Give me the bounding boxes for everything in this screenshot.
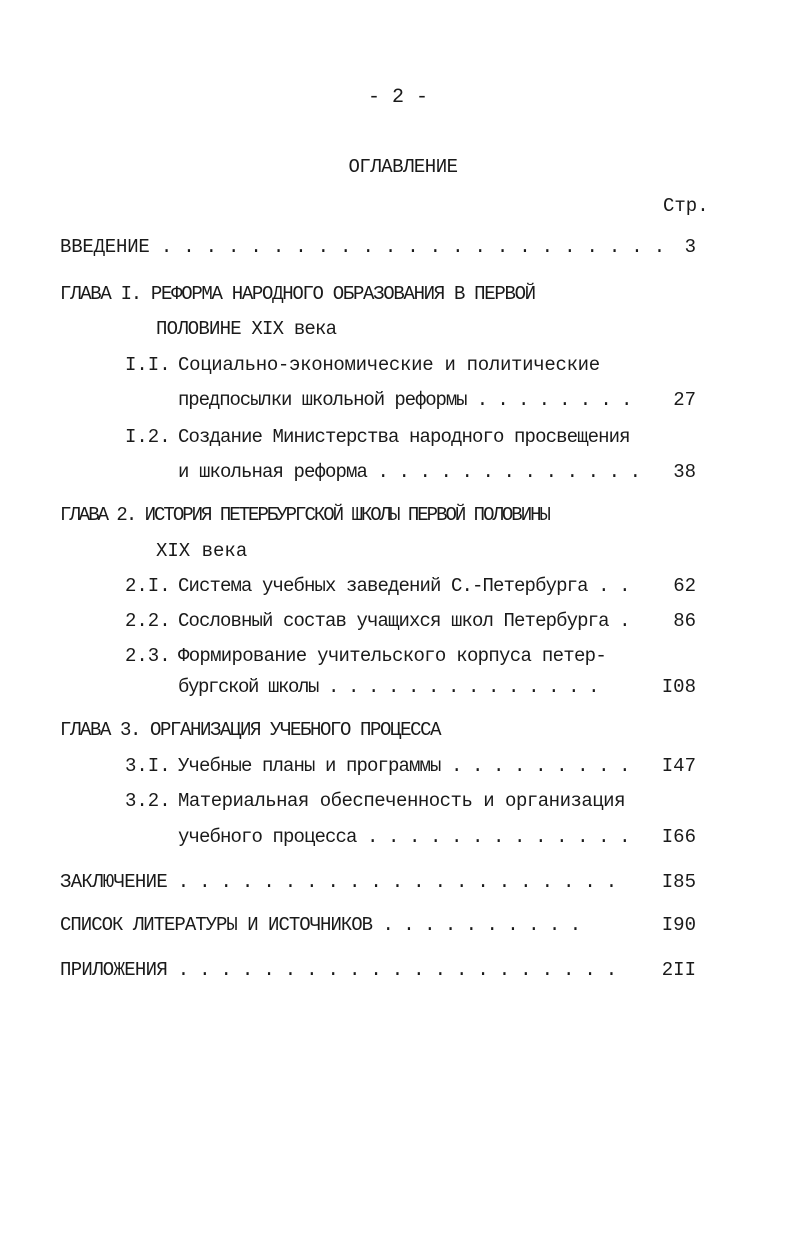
- section-title-line2: и школьная реформа . . . . . . . . . . . . .: [178, 461, 641, 483]
- chapter-title-line1: ГЛАВА 2. ИСТОРИЯ ПЕТЕРБУРГСКОЙ ШКОЛЫ ПЕРВОЙ ПОЛОВИНЫ: [60, 504, 549, 526]
- section-title-line1: Создание Министерства народного просвещения: [178, 426, 630, 448]
- entry-page: I90: [661, 914, 696, 936]
- toc-title: ОГЛАВЛЕНИЕ: [348, 156, 458, 178]
- page-column-label: Стр.: [663, 195, 709, 217]
- section-number: 3.I.: [125, 755, 171, 777]
- section-title-line2: учебного процесса . . . . . . . . . . . . .: [178, 826, 630, 848]
- entry-text: ЗАКЛЮЧЕНИЕ . . . . . . . . . . . . . . . . . . . . .: [60, 871, 617, 893]
- entry-page: 38: [673, 461, 696, 483]
- entry-page: I08: [661, 676, 696, 698]
- entry-text: ПРИЛОЖЕНИЯ . . . . . . . . . . . . . . . . . . . . .: [60, 959, 617, 981]
- entry-page: I66: [661, 826, 696, 848]
- section-number: 2.2.: [125, 610, 171, 632]
- entry-page: 86: [673, 610, 696, 632]
- entry-text: ВВЕДЕНИЕ . . . . . . . . . . . . . . . . . . . . . . .: [60, 236, 665, 258]
- entry-page: 3: [684, 236, 696, 258]
- section-title-line1: Сословный состав учащихся школ Петербурга .: [178, 610, 630, 632]
- chapter-title-line2: XIX века: [156, 540, 248, 562]
- entry-page: 27: [673, 389, 696, 411]
- section-title-line2: бургской школы . . . . . . . . . . . . . .: [178, 676, 599, 698]
- chapter-title-line1: ГЛАВА 3. ОРГАНИЗАЦИЯ УЧЕБНОГО ПРОЦЕССА: [60, 719, 441, 741]
- section-title-line1: Учебные планы и программы . . . . . . . . .: [178, 755, 630, 777]
- section-title-line1: Материальная обеспеченность и организация: [178, 790, 625, 812]
- section-number: I.I.: [125, 354, 171, 376]
- section-number: 3.2.: [125, 790, 171, 812]
- entry-page: 62: [673, 575, 696, 597]
- section-number: 2.I.: [125, 575, 171, 597]
- section-title-line2: предпосылки школьной реформы . . . . . . . .: [178, 389, 632, 411]
- entry-page: I85: [661, 871, 696, 893]
- section-number: I.2.: [125, 426, 171, 448]
- section-number: 2.3.: [125, 645, 171, 667]
- entry-text: СПИСОК ЛИТЕРАТУРЫ И ИСТОЧНИКОВ . . . . . . . . . .: [60, 914, 581, 936]
- section-title-line1: Социально-экономические и политические: [178, 354, 600, 376]
- section-title-line1: Система учебных заведений С.-Петербурга . .: [178, 575, 630, 597]
- entry-page: 2II: [661, 959, 696, 981]
- chapter-title-line2: ПОЛОВИНЕ XIX века: [156, 318, 337, 340]
- chapter-title-line1: ГЛАВА I. РЕФОРМА НАРОДНОГО ОБРАЗОВАНИЯ В ПЕРВОЙ: [60, 283, 535, 305]
- page-number: - 2 -: [367, 86, 428, 109]
- section-title-line1: Формирование учительского корпуса петер-: [178, 645, 607, 667]
- entry-page: I47: [661, 755, 696, 777]
